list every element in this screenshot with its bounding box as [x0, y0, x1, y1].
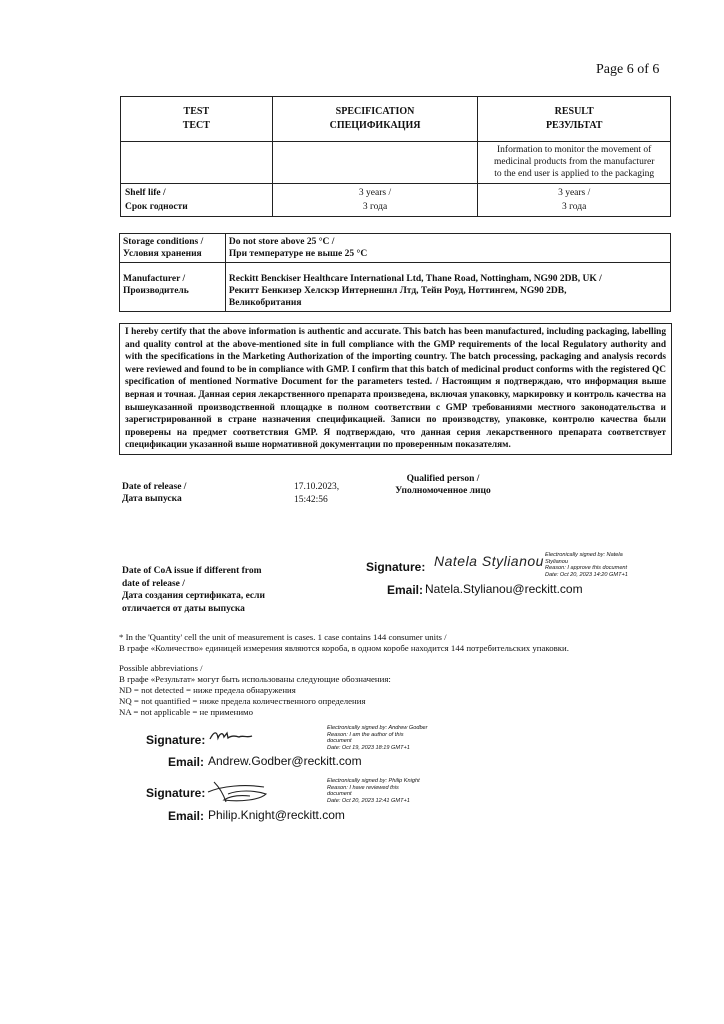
storage-value: Do not store above 25 °C / При температуре не выше 25 °C — [225, 234, 670, 263]
page-number: Page 6 of 6 — [596, 62, 660, 77]
cell-shelf-spec: 3 years / 3 года — [272, 184, 478, 217]
abbreviations-block: Possible abbreviations / В графе «Результат» могут быть использованы следующие обозначения: ND = not detected = ниже предела обнаружения NQ = not quantified = ниже предела количественного определения NA = not applicable = не применимо — [119, 663, 391, 717]
signer2-signature-scribble — [208, 727, 254, 745]
storage-label: Storage conditions / Условия хранения — [120, 234, 226, 263]
release-date-label: Date of release / Дата выпуска — [122, 482, 187, 504]
qualified-person-label: Qualified person / Уполномоченное лицо — [395, 474, 491, 496]
certification-statement: I hereby certify that the above information is authentic and accurate. This batch has been manufactured, including packaging, labelling and quality control at the above-mentioned site in full compliance with the GMP requirements of the local Regulatory authority and with the specifications in the Marketing Authorization of the importing country. The batch processing, packaging and analysis records were reviewed and found to be in compliance with GMP. I confirm that this batch of medicinal product conforms with the registered QC specification of mentioned Normative Document for the parameters tested. / Настоящим я подтверждаю, что информация выше верная и точная. Данная серия лекарственного препарата произведена, включая упаковку, маркировку и контроль качества на вышеуказанной производственной площадке в полном соответствии с GMP требованиями местного законодательства и зарегистрированной в стране назначения спецификацией. Записи по производству, упаковке, контролю качества были проверены на предмет соответствия GMP. Я подтверждаю, что данная серия лекарственного препарата соответствует спецификации указанной выше нормативной документации по проверенным показателям. — [119, 323, 672, 455]
qp-electronic-signature-info: Electronically signed by: Natela Stylianou Reason: I approve this document Date: Oct 20, 2023 14:20 GMT+1 — [545, 552, 628, 578]
specification-table — [120, 96, 671, 217]
signer3-email-link[interactable]: Philip.Knight@reckitt.com — [208, 808, 345, 822]
table-header-row — [121, 97, 671, 142]
cell-shelf-test: Shelf life / Срок годности — [121, 184, 273, 217]
signer3-signature-scribble — [204, 778, 274, 806]
cell-info-spec — [272, 142, 478, 184]
manufacturer-label: Manufacturer / Производитель — [120, 263, 226, 312]
storage-row — [120, 234, 671, 263]
cell-shelf-result: 3 years / 3 года — [478, 184, 671, 217]
qp-email-label: Email: — [387, 583, 424, 597]
qp-signature-name: Natela Stylianou — [434, 553, 544, 569]
table-row-info — [121, 142, 671, 184]
signer2-electronic-signature-info: Electronically signed by: Andrew Godber Reason: I am the author of this document Date: Oct 19, 2023 18:19 GMT+1 — [327, 725, 428, 751]
signer3-signature-label: Signature: — [146, 786, 206, 800]
table-row-shelf-life — [121, 184, 671, 217]
cell-info-test — [121, 142, 273, 184]
signer3-email-label: Email: — [168, 809, 205, 823]
header-specification: SPECIFICATION СПЕЦИФИКАЦИЯ — [272, 97, 478, 142]
qp-signature-label: Signature: — [366, 560, 426, 574]
signer2-email-link[interactable]: Andrew.Godber@reckitt.com — [208, 754, 362, 768]
release-date-value: 17.10.2023, 15:42:56 — [294, 482, 340, 505]
signer3-electronic-signature-info: Electronically signed by: Philip Knight Reason: I have reviewed this document Date: Oct 20, 2023 12:41 GMT+1 — [327, 778, 420, 804]
coa-issue-label: Date of CoA issue if different from date of release / Дата создания сертификата, если отличается от даты выпуска — [122, 566, 265, 614]
storage-manufacturer-table — [119, 233, 671, 312]
cell-info-result: Information to monitor the movement of medicinal products from the manufacturer to the end user is applied to the packaging — [478, 142, 671, 184]
manufacturer-value: Reckitt Benckiser Healthcare International Ltd, Thane Road, Nottingham, NG90 2DB, UK / Рекитт Бенкизер Хелскэр Интернешнл Лтд, Тейн Роуд, Ноттингем, NG90 2DB, Великобритания — [225, 263, 670, 312]
quantity-note: * In the 'Quantity' cell the unit of measurement is cases. 1 case contains 144 consumer units / В графе «Количество» единицей измерения являются короба, в одном коробе находится 144 потребительских упаковки. — [119, 632, 569, 653]
header-test: TEST ТЕСТ — [121, 97, 273, 142]
manufacturer-row — [120, 263, 671, 312]
qp-email-link[interactable]: Natela.Stylianou@reckitt.com — [425, 582, 583, 596]
header-result: RESULT РЕЗУЛЬТАТ — [478, 97, 671, 142]
signer2-signature-label: Signature: — [146, 733, 206, 747]
signer2-email-label: Email: — [168, 755, 205, 769]
